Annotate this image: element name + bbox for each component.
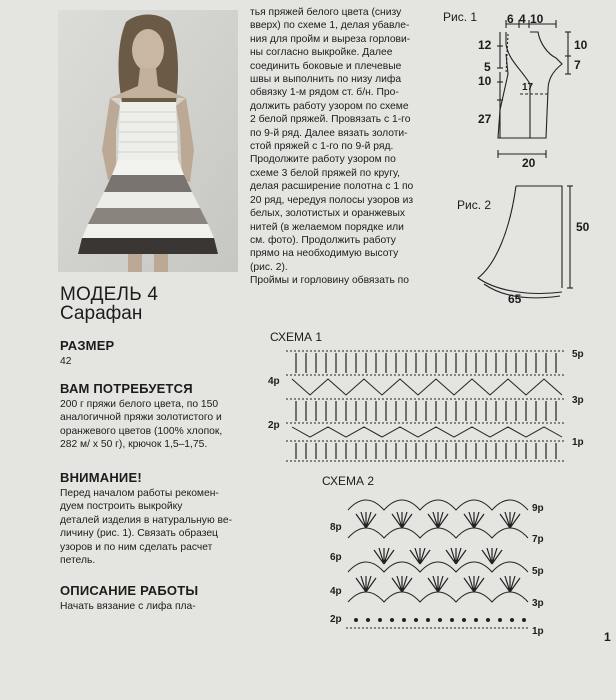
instruction-line: 20 ряд, чередуя полосы узоров из xyxy=(250,194,414,206)
schema1-row-3p: 3р xyxy=(572,395,584,406)
instructions-column xyxy=(250,6,432,288)
instruction-line: обвязку 1-м рядом ст. б/н. Про- xyxy=(250,87,399,99)
sundress-photo-illustration xyxy=(58,10,238,272)
size-heading: РАЗМЕР xyxy=(60,338,115,353)
instruction-line: тья пряжей белого цвета (снизу xyxy=(250,7,402,18)
instruction-line: нитей (в желаемом порядке или xyxy=(250,221,404,233)
schema2-row-6p: 6р xyxy=(330,552,342,563)
schema1-row-5p: 5р xyxy=(572,349,584,360)
schema2-row-7p: 7р xyxy=(532,534,544,545)
instruction-line: см. фото). Продолжить работу xyxy=(250,234,396,246)
instruction-line: по 9-й ряд. Далее вязать золоти- xyxy=(250,127,408,139)
fig1-dim-10-top: 10 xyxy=(530,12,544,26)
schema2-row-3p: 3р xyxy=(532,598,544,609)
instruction-line: должить работу узором по схеме xyxy=(250,100,409,112)
fig1-dim-10-left: 10 xyxy=(478,74,492,88)
schema1-row-2p: 2р xyxy=(268,420,280,431)
schema1-row-4p: 4р xyxy=(268,376,280,387)
instruction-line: соединить боковые и плечевые xyxy=(250,60,402,72)
materials-line: 200 г пряжи белого цвета, по 150 xyxy=(60,399,219,410)
materials-text xyxy=(60,398,222,452)
fig1-dim-7: 7 xyxy=(574,58,581,72)
materials-line: 282 м/ x 50 г), крючок 1,5–1,75. xyxy=(60,439,208,451)
instruction-line: ния для пройм и выреза горлови- xyxy=(250,33,411,45)
materials-line: аналогичной пряжи золотистого и xyxy=(60,412,222,424)
instruction-line: стой пряжей с 1-го по 9-й ряд. xyxy=(250,141,394,153)
bodice-pattern-drawing xyxy=(478,14,588,172)
attention-heading: ВНИМАНИЕ! xyxy=(60,470,142,485)
fig1-dim-17: 17 xyxy=(522,82,534,93)
fig1-dim-5: 5 xyxy=(484,60,491,74)
schema1-title: СХЕМА 1 xyxy=(270,330,323,344)
fig2-dim-hem: 65 xyxy=(508,292,522,306)
attention-text xyxy=(60,487,232,567)
instruction-line: 2 белой пряжей. Провязать с 1-го xyxy=(250,114,411,126)
schema2-row-5p: 5р xyxy=(532,566,544,577)
page-number: 1 xyxy=(604,630,611,644)
schema2-row-1p: 1р xyxy=(532,626,544,637)
model-title: МОДЕЛЬ 4 xyxy=(60,284,159,305)
schema1-row-1p: 1р xyxy=(572,437,584,448)
skirt-pattern-drawing xyxy=(470,180,586,302)
schema2-row-8p: 8р xyxy=(330,522,342,533)
materials-line: оранжевого цветов (100% хлопок, xyxy=(60,425,223,437)
fig1-dim-27: 27 xyxy=(478,112,492,126)
fig2-dim-height: 50 xyxy=(576,220,590,234)
materials-heading: ВАМ ПОТРЕБУЕТСЯ xyxy=(60,381,193,396)
fig1-dim-20: 20 xyxy=(522,156,536,170)
schema1-chart xyxy=(286,345,568,467)
model-photo xyxy=(58,10,238,272)
fig1-dim-10-right: 10 xyxy=(574,38,588,52)
instruction-line: Проймы и горловину обвязать по xyxy=(250,275,409,287)
instruction-line: швы и выполнить по низу лифа xyxy=(250,74,402,86)
attention-line: личину (рис. 1). Связать образец xyxy=(60,528,218,540)
description-heading: ОПИСАНИЕ РАБОТЫ xyxy=(60,583,199,598)
schema2-row-4p: 4р xyxy=(330,586,342,597)
instruction-line: (рис. 2). xyxy=(250,261,288,273)
fig1-dim-6: 6 xyxy=(507,12,514,26)
description-line: Начать вязание с лифа пла- xyxy=(60,601,196,612)
attention-line: Перед началом работы рекомен- xyxy=(60,488,219,499)
schema2-row-2p: 2р xyxy=(330,614,342,625)
schema2-chart xyxy=(346,488,530,638)
instruction-line: белых, золотистых и оранжевых xyxy=(250,208,406,220)
fig1-dim-4: 4 xyxy=(519,12,526,26)
schema2-title: СХЕМА 2 xyxy=(322,474,375,488)
attention-line: узоров и по ним сделать расчет xyxy=(60,541,213,553)
attention-line: петель. xyxy=(60,555,96,567)
attention-line: дуем построить выкройку xyxy=(60,501,183,513)
instruction-line: вверх) по схеме 1, делая убавле- xyxy=(250,20,410,32)
size-value: 42 xyxy=(60,356,72,367)
schema2-row-9p: 9р xyxy=(532,503,544,514)
instruction-line: Продолжите работу узором по xyxy=(250,154,396,166)
model-subtitle: Сарафан xyxy=(60,303,143,324)
figure2-label: Рис. 2 xyxy=(457,198,492,212)
figure1-label: Рис. 1 xyxy=(443,10,478,24)
fig1-dim-12: 12 xyxy=(478,38,492,52)
instruction-line: ны согласно выкройке. Далее xyxy=(250,47,393,59)
instruction-line: прямо на необходимую высоту xyxy=(250,248,399,260)
instruction-line: делая расширение полотна с 1 по xyxy=(250,181,414,193)
attention-line: деталей изделия в натуральную ве- xyxy=(60,514,233,526)
instruction-line: схеме 3 белой пряжей по кругу, xyxy=(250,167,400,179)
